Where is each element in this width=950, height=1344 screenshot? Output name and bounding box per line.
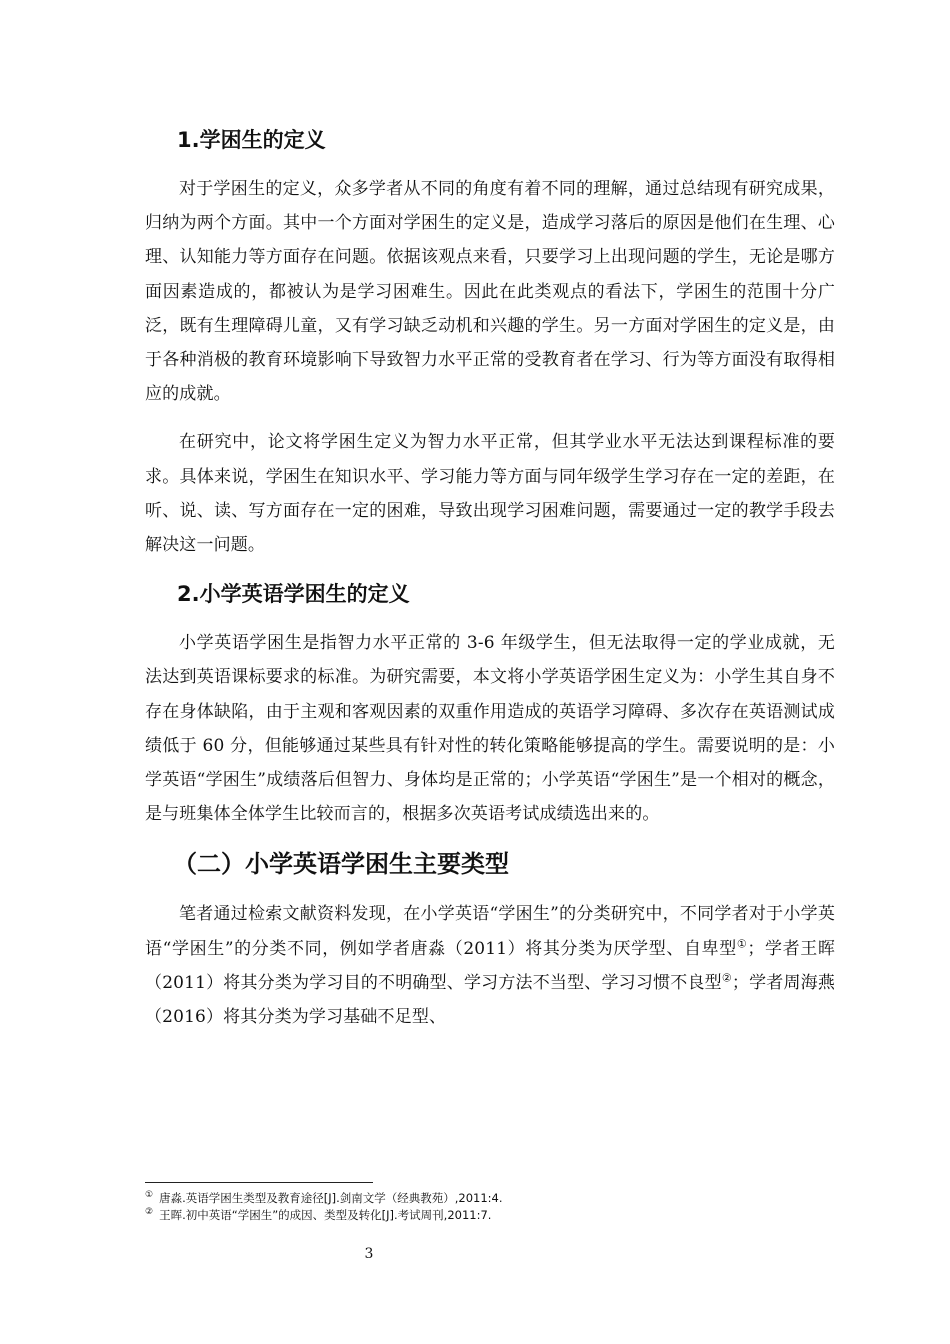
footnote-2 [145, 1207, 845, 1224]
footnote-text: 王晖.初中英语“学困生”的成因、类型及转化[J].考试周刊,2011:7. [159, 1208, 492, 1222]
types-text-a: 笔者通过检索文献资料发现，在小学英语“学困生”的分类研究中，不同学者对于小学英语“学困生”的分类不同，例如学者唐淼（2011）将其分类为厌学型、自卑型 [145, 904, 835, 959]
types-text-b: ；学者王晖（2011）将其分类为学习目的不明确型、学习方法不当型、学习习惯不良型 [145, 938, 836, 993]
footnote-ref-1[interactable]: ① [736, 937, 748, 950]
footnote-mark: ① [145, 1190, 154, 1201]
paragraph-types [145, 897, 835, 1034]
footnote-mark: ② [145, 1207, 154, 1218]
page-number: 3 [364, 1246, 374, 1262]
footnote-ref-2[interactable]: ② [721, 971, 732, 985]
footnote-1 [145, 1190, 845, 1207]
footnotes [145, 1190, 845, 1224]
types-text-c: ；学者周海燕（2016）将其分类为学习基础不足型、 [145, 972, 835, 1028]
heading-definition-of-struggling-students: 1.学困生的定义 [177, 128, 326, 152]
heading-main-types: （二）小学英语学困生主要类型 [173, 850, 509, 879]
heading-definition-primary-english: 2.小学英语学困生的定义 [177, 582, 410, 607]
footnote-divider [145, 1182, 373, 1183]
footnote-text: 唐淼.英语学困生类型及教育途径[J].剑南文学（经典教苑）,2011:4. [159, 1191, 503, 1205]
body-content [145, 118, 835, 1034]
paragraph-primary-english-definition: 小学英语学困生是指智力水平正常的 3-6 年级学生，但无法取得一定的学业成就，无法达到英语课标要求的标准。为研究需要，本文将小学英语学困生定义为：小学生其自身不存在身体缺陷，由于主观和客观因素的双重作用造成的英语学习障碍、多次存在英语测试成绩低于 60 分，但能够通过某些具有针对性的转化策略能够提高的学生。需要说明的是：小学英语“学困生”成绩落后但智力、身体均是正常的；小学英语“学困生”是一个相对的概念，是与班集体全体学生比较而言的，根据多次英语考试成绩选出来的。 [145, 633, 835, 825]
paragraph-definition-2: 在研究中，论文将学困生定义为智力水平正常，但其学业水平无法达到课程标准的要求。具体来说，学困生在知识水平、学习能力等方面与同年级学生学习存在一定的差距，在听、说、读、写方面存在一定的困难，导致出现学习困难问题，需要通过一定的教学手段去解决这一问题。 [145, 432, 835, 556]
paragraph-definition-1: 对于学困生的定义，众多学者从不同的角度有着不同的理解，通过总结现有研究成果，归纳为两个方面。其中一个方面对学困生的定义是，造成学习落后的原因是他们在生理、心理、认知能力等方面存在问题。依据该观点来看，只要学习上出现问题的学生，无论是哪方面因素造成的，都被认为是学习困难生。因此在此类观点的看法下，学困生的范围十分广泛，既有生理障碍儿童，又有学习缺乏动机和兴趣的学生。另一方面对学困生的定义是，由于各种消极的教育环境影响下导致智力水平正常的受教育者在学习、行为等方面没有取得相应的成就。 [145, 179, 835, 405]
